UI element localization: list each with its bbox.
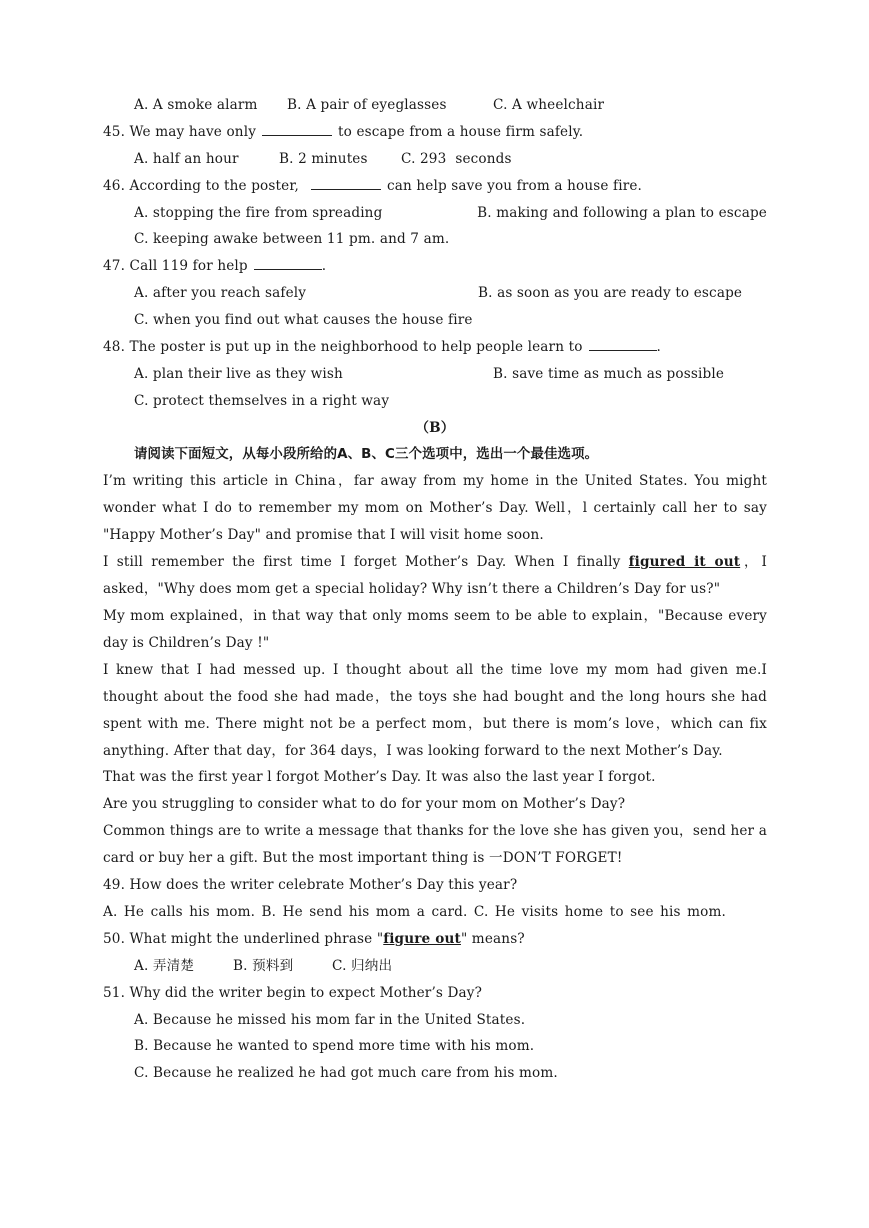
q45-options	[103, 146, 767, 173]
q45-option-c: C. 293 seconds	[401, 150, 512, 167]
q47-stem	[103, 253, 767, 280]
q51-option-c: C. Because he realized he had got much care from his mom.	[134, 1065, 558, 1082]
q50-option-c: C. 归纳出	[332, 957, 393, 974]
passage-paragraph-5: That was the first year l forgot Mother’s Day. It was also the last year I forgot.	[103, 769, 656, 786]
q44-option-c: C. A wheelchair	[493, 97, 605, 113]
q50-stem	[103, 926, 767, 953]
q47-option-b: B. as soon as you are ready to escape	[478, 285, 743, 302]
q48-stem-after: .	[656, 339, 662, 356]
passage-paragraph-3: My mom explained，in that way that only moms seem to be able to explain，"Because every day is Children’s Day !"	[103, 608, 767, 651]
q44-options	[103, 92, 767, 119]
q48-option-a: A. plan their live as they wish	[134, 365, 343, 382]
q45-stem-after: to escape from a house firm safely.	[338, 123, 584, 140]
q46-stem-after: can help save you from a house fire.	[386, 177, 643, 194]
passage-paragraph-6: Are you struggling to consider what to do for your mom on Mother’s Day?	[103, 796, 626, 813]
q46-option-c: C. keeping awake between 11 pm. and 7 am.	[134, 231, 450, 248]
q46-blank	[311, 174, 381, 190]
q50-stem-after: " means?	[460, 930, 525, 947]
q48-option-b: B. save time as much as possible	[493, 365, 725, 382]
q46-stem	[103, 173, 767, 200]
q48-option-c: C. protect themselves in a right way	[134, 392, 390, 409]
underlined-phrase-figured-it-out: figured it out	[628, 554, 741, 571]
q50-option-a: A. 弄清楚	[134, 957, 195, 974]
q45-stem	[103, 119, 767, 146]
q47-stem-before: 47. Call 119 for help	[103, 258, 248, 275]
q46-option-a: A. stopping the fire from spreading	[134, 204, 383, 221]
passage-paragraph-1: I’m writing this article in China，far away from my home in the United States. You might wonder what I do to remember my mom on Mother’s Day. Well，l certainly call her to say "Happy Mother’s Day" and promise that I will visit home soon.	[103, 473, 767, 544]
q48-options-ab	[103, 361, 767, 388]
q45-option-b: B. 2 minutes	[279, 150, 368, 167]
q50-option-b: B. 预料到	[233, 957, 294, 974]
q50-stem-before: 50. What might the underlined phrase "	[103, 930, 384, 947]
q48-stem	[103, 334, 767, 361]
q45-blank	[262, 120, 332, 136]
q51-option-a: A. Because he missed his mom far in the United States.	[134, 1011, 526, 1028]
q47-option-c: C. when you find out what causes the house fire	[134, 312, 473, 329]
q49-stem: 49. How does the writer celebrate Mother’s Day this year?	[103, 877, 518, 894]
q47-blank	[254, 254, 322, 270]
q48-stem-before: 48. The poster is put up in the neighborhood to help people learn to	[103, 339, 583, 356]
q44-option-b: B. A pair of eyeglasses	[287, 97, 447, 113]
p2-after: ，I asked，"Why does mom get a special holiday? Why isn’t there a Children’s Day for us?"	[103, 554, 767, 598]
passage-paragraph-2	[103, 549, 767, 603]
q50-underlined-phrase: figure out	[383, 930, 461, 947]
q45-option-a: A. half an hour	[134, 150, 239, 167]
passage-paragraph-7: Common things are to write a message that thanks for the love she has given you，send her a card or buy her a gift. But the most important thing is 一DON’T FORGET!	[103, 823, 767, 867]
q46-stem-before: 46. According to the poster,	[103, 177, 299, 194]
q51-stem: 51. Why did the writer begin to expect Mother’s Day?	[103, 984, 483, 1001]
section-b-instruction: 请阅读下面短文，从每小段所给的A、B、C三个选项中，选出一个最佳选项。	[134, 446, 599, 462]
q50-options	[103, 953, 767, 980]
q46-options-ab	[103, 200, 767, 227]
passage-paragraph-4: I knew that I had messed up. I thought about all the time love my mom had given me.I thought about the food she had made，the toys she had bought and the long hours she had spent with me. There might not be a perfect mom，but there is mom’s love，which can fix anything. After that day，for 364 days，I was looking forward to the next Mother’s Day.	[103, 661, 767, 759]
q49-options: A. He calls his mom. B. He send his mom a card. C. He visits home to see his mom.	[103, 903, 726, 920]
q47-option-a: A. after you reach safely	[134, 285, 307, 302]
q48-blank	[589, 335, 657, 351]
p2-before: I still remember the first time I forget Mother’s Day. When I finally	[103, 554, 629, 571]
q47-options-ab	[103, 280, 767, 307]
exam-page	[103, 92, 767, 1087]
q46-option-b: B. making and following a plan to escape	[477, 204, 767, 221]
q47-stem-after: .	[321, 258, 327, 275]
q51-option-b: B. Because he wanted to spend more time with his mom.	[134, 1038, 535, 1055]
q45-stem-before: 45. We may have only	[103, 123, 257, 140]
q44-option-a: A. A smoke alarm	[134, 97, 258, 113]
section-b-heading: （B）	[415, 419, 455, 436]
